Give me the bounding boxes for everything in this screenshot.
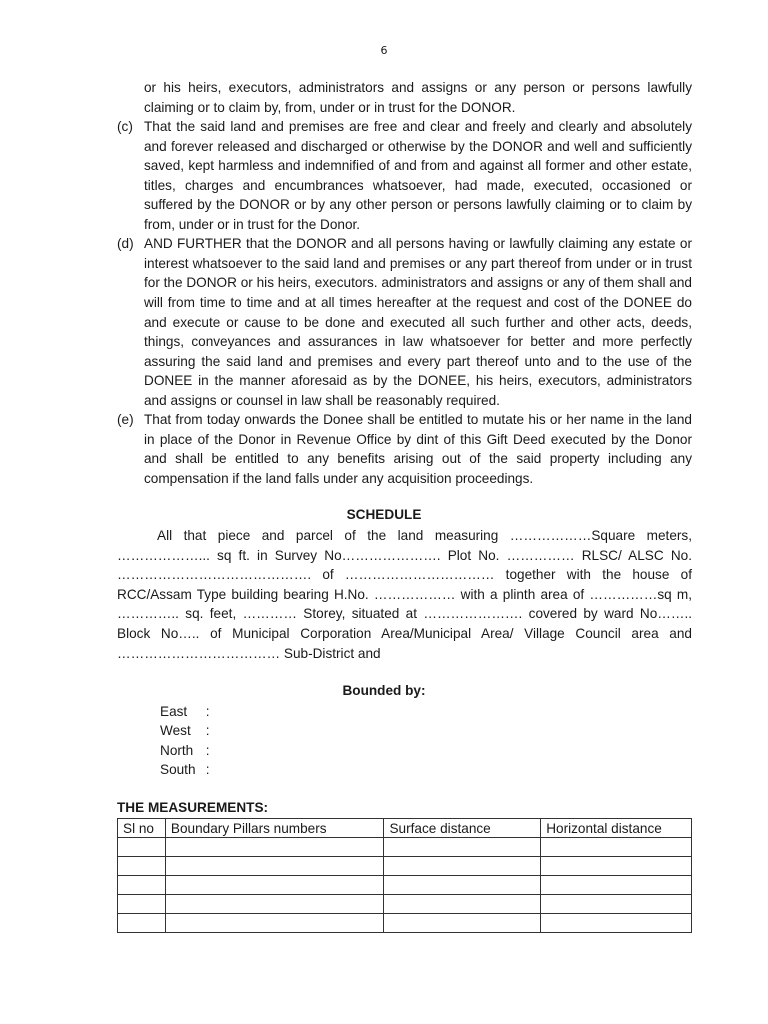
direction-separator: : <box>205 762 210 778</box>
direction-separator: : <box>205 723 210 739</box>
table-row <box>118 895 692 914</box>
bound-south <box>160 760 210 779</box>
clause-label: (e) <box>117 412 134 428</box>
column-header-boundary-pillars: Boundary Pillars numbers <box>165 819 384 838</box>
table-cell <box>165 876 384 895</box>
measurements-title: THE MEASUREMENTS: <box>117 800 269 815</box>
bound-west <box>160 721 210 740</box>
table-cell <box>384 857 541 876</box>
direction-separator: : <box>205 742 210 758</box>
direction-label: North <box>160 742 194 758</box>
column-header-horizontal-distance: Horizontal distance <box>541 819 692 838</box>
table-cell <box>118 895 166 914</box>
table-cell <box>118 838 166 857</box>
clause-c <box>117 117 692 234</box>
bound-north <box>160 741 210 760</box>
schedule-body: All that piece and parcel of the land measuring ………………Square meters, ………………... sq ft. in Survey No…………………. Plot No. …………… RLSC/ ALSC No. ……………………………………. of …………………………… together with the house of RCC/Assam Type building bearing H.No. ……………… with a plinth area of ……………sq m, ………….. sq. feet, ………… Storey, situated at …………………. covered by ward No…….. Block No….. of Municipal Corporation Area/Municipal Area/ Village Council area and ……………………………… Sub-District and <box>117 528 692 661</box>
direction-label: West <box>160 723 191 739</box>
direction-label: South <box>160 762 196 778</box>
table-cell <box>541 914 692 933</box>
table-row <box>118 914 692 933</box>
clause-text: AND FURTHER that the DONOR and all persons having or lawfully claiming any estate or interest whatsoever to the said land and premises or any part thereof from under or in trust for the DONOR or his heirs, executors. administrators and assigns or any of them shall and will from time to time and at all times hereafter at the request and cost of the DONEE do and execute or cause to be done and executed all such further and other acts, deeds, things, conveyances and assurances in law whatsoever for better and more perfectly assuring the said land and premises and every part thereof unto and to the use of the DONEE in the manner aforesaid as by the DONEE, his heirs, executors, administrators and assigns or counsel in law shall be reasonably required. <box>144 236 692 408</box>
table-cell <box>384 895 541 914</box>
table-cell <box>384 876 541 895</box>
table-cell <box>541 876 692 895</box>
table-cell <box>165 857 384 876</box>
clause-text: That the said land and premises are free and clear and freely and clearly and absolutely and forever released and discharged or otherwise by the DONOR and well and sufficiently saved, kept harmless and indemnified of and from and against all former and other estate, titles, charges and encumbrances whatsoever, had made, executed, occasioned or suffered by the DONOR or by any other person or persons lawfully claiming or to claim by from, under or in trust for the Donor. <box>144 119 692 232</box>
clause-label: (c) <box>117 119 133 135</box>
table-cell <box>118 914 166 933</box>
clause-text: or his heirs, executors, administrators and assigns or any person or persons lawfully claiming or to claim by, from, under or in trust for the DONOR. <box>144 80 692 115</box>
clause-d <box>117 234 692 410</box>
direction-separator: : <box>205 704 210 719</box>
bound-east <box>160 702 210 721</box>
column-header-sl-no: Sl no <box>118 819 166 838</box>
table-cell <box>541 857 692 876</box>
table-cell <box>165 914 384 933</box>
clause-text: That from today onwards the Donee shall be entitled to mutate his or her name in the land in place of the Donor in Revenue Office by dint of this Gift Deed executed by the Donor and shall be entitled to any benefits arising out of the said property including any compensation if the land falls under any acquisition proceedings. <box>144 412 692 486</box>
table-cell <box>165 838 384 857</box>
deed-clauses <box>117 78 692 488</box>
table-cell <box>384 914 541 933</box>
table-row <box>118 857 692 876</box>
bounded-by-heading: Bounded by: <box>342 683 426 698</box>
table-row <box>118 876 692 895</box>
table-cell <box>541 895 692 914</box>
table-cell <box>118 876 166 895</box>
direction-label: East <box>160 704 188 719</box>
column-header-surface-distance: Surface distance <box>384 819 541 838</box>
bounded-by-list <box>160 702 210 780</box>
schedule-heading: SCHEDULE <box>346 507 422 522</box>
table-cell <box>384 838 541 857</box>
table-cell <box>165 895 384 914</box>
clause-label: (d) <box>117 236 134 252</box>
table-cell <box>541 838 692 857</box>
clause-e <box>117 410 692 488</box>
table-header-row <box>118 819 692 838</box>
measurements-table <box>117 818 692 933</box>
table-cell <box>118 857 166 876</box>
table-row <box>118 838 692 857</box>
page-number: 6 <box>380 44 388 57</box>
clause-continuation <box>117 78 692 117</box>
